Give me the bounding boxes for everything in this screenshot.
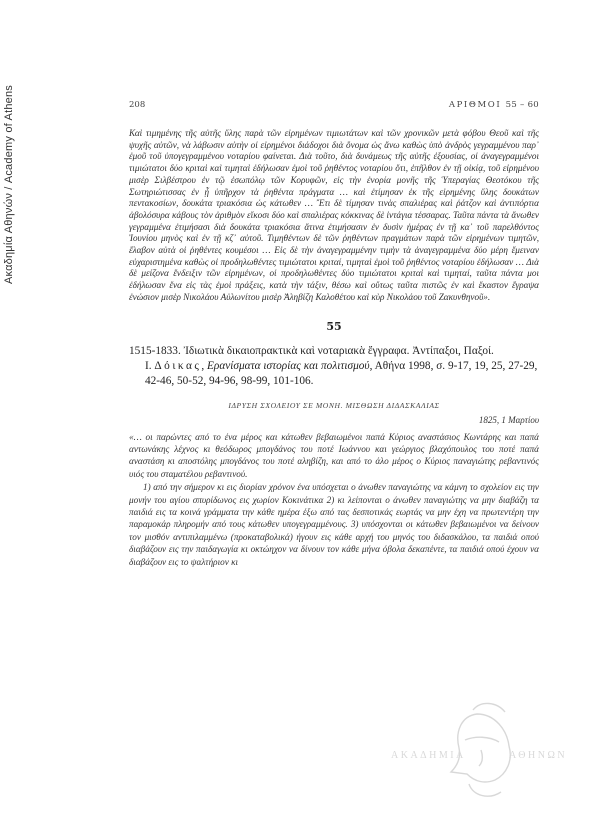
source-sep: , [201,359,208,372]
body-paragraph-2: 1) από την σήμερον κι εις διορίαν χρόνον ένα υπόσχεται ο άνωθεν παναγιώτης να κάμνη το σχολείον εις την μονήν του αγίου σπυρίδωνος εις χωρίον Κοκινάτικα 2) κι λείπονται ο άνωθεν παναγιώτης να μην διαβάζη τα παιδιά εις τα κοινά γράμματα την κάθε ημέρα έξω από τας δεσποτικάς εωρτάς να μην έχη να πρωτεντέρη την παραμοκάρ πληρομήν από τους κάτωθεν υπογεγραμμένους. 3) υπόσχονται οι κάτωθεν βεβαιωμένοι να δείνουν τον μισθόν αντιπιλαμμένω (προκαταβολικά) ήγουν εις κάθε αρχή του μηνός του διδασκάλου, τα παιδιά οπού διαβάζουν εις την παιδαγωγία κι οκτώηχον να δίνουν τον κάθε μήνα όβολα δεκαπέντε, τα παιδιά οπού έχουν να διαβάζουν εις το ψαλτήριον κι [129,482,539,567]
source-work: Ερανίσματα ιστορίας και πολιτισμού [207,359,370,372]
continued-document-text: Καὶ τιμημένης τῆς αὐτῆς ὕλης παρὰ τῶν εἰρημένων τιμιωτάτων καὶ τῶν χρονικῶν μετὰ φόβου Θεοῦ καὶ τῆς ψυχῆς αὐτῶν, νὰ λάβωσιν αὐτὴν οἱ εἰρημένοι διάδοχοι διὰ ὄνομα ὡς ἄνω καθὼς ὑπὸ ἀνδρὸς γεγραμμένου παρ᾿ ἐμοῦ τοῦ ὑπογεγραμμένου νοταρίου φαίνεται. Διὰ τοῦτο, διὰ δυνάμεως τῆς αὐτῆς ἐξουσίας, οἱ ἀναγεγραμμένοι τιμιώτατοι δύο κριταὶ καὶ τιμηταὶ ἐδήλωσαν ἐμοὶ τοῦ ῥηθέντος νοταρίου ὅτι, ἐπῆλθον ἐν τῇ οἰκίᾳ, τοῦ εἰρημένου μισὲρ Σιλβέστρου ἐν τῷ ἐσωπόλῳ τῶν Κορυφῶν, εἰς τὴν ἐνορία μονῆς τῆς Ὑπεραγίας Θεοτόκου τῆς Σωτηριώτισσας ἐν ᾗ ὑπῆρχον τὰ ῥηθέντα πράγματα … καὶ ἐτίμησαν ἐκ τῆς εἰρημένης ὕλης δουκάτων πεντακοσίων, δουκάτα τριακόσια ὡς κάτωθεν … Ἔτι δὲ τίμησαν τινὰς σπαλιέρας καὶ ῥάτζον καὶ ἀντιπόρτια ἀβολόσυρα κάβους τὸν ἀριθμὸν εἴκοσι δύο καὶ σπαλιέρας κόκκινας δὲ ἰντάγια τέσσαρας. Ταῦτα πάντα τὰ ἄνωθεν γεγραμμένα ἐτιμήσασι διὰ δουκάτα τριακόσια ἄτινα ἐτιμήσασιν ἐν δυσὶν ἡμέρας ἐν τῇ κα᾿ τοῦ παρελθόντος Ἰουνίου μηνὸς καὶ ἐν τῇ κζ᾿ αὐτοῦ. Τιμηθέντων δὲ τῶν ῥηθέντων πραγμάτων παρὰ τῶν εἰρημένων τιμητῶν, ἔλαβον αὐτὰ οἱ ῥηθέντες κουμέσοι … Εἰς δὲ τὴν ἀναγεγραμμένην τιμὴν τὰ ἀναγεγραμμένα δύο μέρη ἔμειναν εὐχαριστημένα καθὼς οἱ προδηλωθέντες τιμιώτατοι κριταί, τιμηταὶ ἐμοὶ τοῦ ῥηθέντος νοταρίου ἐδήλωσαν … Διὰ δὲ μείζονα ἔνδειξιν τῶν εἰρημένων, οἱ προδηλωθέντες δύο τιμιώτατοι κριταὶ καὶ τιμηταί, ταῦτα πάντα μοι ἐδήλωσαν ἕνα εἰς τὰς ἐμοὶ πράξεις, κατὰ τὴν τάξιν, θέσω καὶ οὕτως ταῦτα πιστῶς ἐν καὶ ἕκαστον ἔγραψα ἐνώσιον μισὲρ Νικολάου Αὐλωνίτου μισὲρ Ἀληβίζη Καλοθέτου καὶ κὺρ Νικολάου τοῦ Ζακυνθηνοῦ». [129,128,539,302]
page-content [129,100,539,568]
source-initial: Ι. [145,359,155,372]
doc-range: 55 – 60 [505,100,539,110]
source-rest: , Αθήνα 1998, σ. 9-17, 19, 25, 27-29, 42-46, 50-52, 94-96, 98-99, 101-106. [145,359,538,387]
watermark-text-left: ΑΚΑΔΗΜΙΑ [391,750,466,761]
athena-head-icon [451,703,510,796]
body-paragraph-1: «… οι παρώντες από το ένα μέρος και κάτωθεν βεβαιωμένοι παπά Κύριος αναστάσιος Κωντάρης και παπά αντωνάκης λέχνος κι θεόδωρος μπογδάνος του ποτέ Ιωάννου και γεώργιος βλαχόπουλος του ποτέ παπά αναστάση κι αποστόλης μπογδάνος του ποτέ αληβίζη, και από το άλο μέρος ο Κύριος παναγιώτης ρεβαντινός υιός του σταματέλου ρεβαντινού. [129,431,539,479]
document-date: 1825, 1 Μαρτίου [478,414,539,425]
watermark-text-right: ΑΘΗΝΩΝ [509,750,568,761]
running-head [129,100,539,114]
source-author: Δόικας [154,359,202,372]
document-source [129,359,539,389]
page-number: 208 [129,100,146,110]
journal-title [449,100,539,110]
document-number: 55 [326,319,342,333]
journal-name: ΑΡΙΘΜΟΙ [448,100,502,110]
document-body [129,431,539,568]
academy-watermark [385,700,575,810]
document-heading: 1515-1833. Ἰδιωτικὰ δικαιοπρακτικὰ καὶ νοταριακὰ ἔγγραφα. Ἀντίπαξοι, Παξοί. [129,344,494,357]
academy-side-label: Ακαδημία Αθηνών / Academy of Athens [3,84,15,284]
document-subtitle: ΙΔΡΥΣΗ ΣΧΟΛΕΙΟΥ ΣΕ ΜΟΝΗ. ΜΙΣΘΩΣΗ ΔΙΔΑΣΚΑΛΙΑΣ [228,400,440,410]
